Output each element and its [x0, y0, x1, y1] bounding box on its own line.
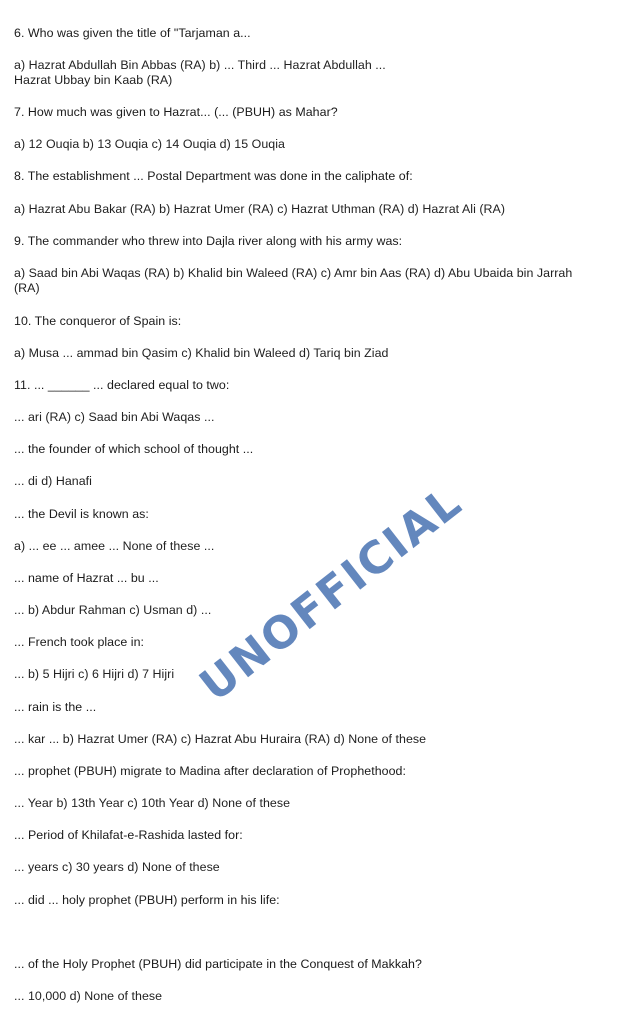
- question-13: ... the Devil is known as:: [14, 507, 149, 521]
- options-18: ... years c) 30 years d) None of these: [14, 860, 220, 874]
- question-19: ... did ... holy prophet (PBUH) perform in his life:: [14, 893, 280, 907]
- question-14: ... name of Hazrat ... bu ...: [14, 571, 159, 585]
- options-20: ... 10,000 d) None of these: [14, 989, 163, 1003]
- question-20: ... of the Holy Prophet (PBUH) did participate in the Conquest of Makkah?: [14, 957, 422, 971]
- question-9: 9. The commander who threw into Dajla river along with his army was:: [14, 234, 403, 248]
- options-6-line-1: a) Hazrat Abdullah Bin Abbas (RA) b) ... Third ... Hazrat Abdullah ...: [14, 58, 386, 72]
- question-12: ... the founder of which school of thought ...: [14, 442, 254, 456]
- options-9-line-2: (RA): [14, 281, 40, 295]
- options-11: ... ari (RA) c) Saad bin Abi Waqas ...: [14, 410, 215, 424]
- options-10: a) Musa ... ammad bin Qasim c) Khalid bin Waleed d) Tariq bin Ziad: [14, 346, 389, 360]
- question-17: ... prophet (PBUH) migrate to Madina after declaration of Prophethood:: [14, 764, 406, 778]
- options-12: ... di d) Hanafi: [14, 474, 92, 488]
- question-11: 11. ... ______ ... declared equal to two:: [14, 378, 230, 392]
- question-15: ... French took place in:: [14, 635, 145, 649]
- question-6: 6. Who was given the title of "Tarjaman a...: [14, 26, 251, 40]
- options-7: a) 12 Ouqia b) 13 Ouqia c) 14 Ouqia d) 15 Ouqia: [14, 137, 285, 151]
- watermark-stamp-text: UNOFFICIAL: [190, 476, 472, 712]
- options-13: a) ... ee ... amee ... None of these ...: [14, 539, 215, 553]
- options-16: ... kar ... b) Hazrat Umer (RA) c) Hazrat Abu Huraira (RA) d) None of these: [14, 732, 427, 746]
- options-14: ... b) Abdur Rahman c) Usman d) ...: [14, 603, 212, 617]
- question-8: 8. The establishment ... Postal Department was done in the caliphate of:: [14, 169, 413, 183]
- options-15: ... b) 5 Hijri c) 6 Hijri d) 7 Hijri: [14, 667, 175, 681]
- options-9-line-1: a) Saad bin Abi Waqas (RA) b) Khalid bin Waleed (RA) c) Amr bin Aas (RA) d) Abu Ubaida bin Jarrah: [14, 266, 573, 280]
- options-17: ... Year b) 13th Year c) 10th Year d) None of these: [14, 796, 291, 810]
- options-8: a) Hazrat Abu Bakar (RA) b) Hazrat Umer (RA) c) Hazrat Uthman (RA) d) Hazrat Ali (RA): [14, 202, 506, 216]
- question-16: ... rain is the ...: [14, 700, 97, 714]
- question-18: ... Period of Khilafat-e-Rashida lasted for:: [14, 828, 243, 842]
- question-7: 7. How much was given to Hazrat... (... (PBUH) as Mahar?: [14, 105, 338, 119]
- options-6-line-2: Hazrat Ubbay bin Kaab (RA): [14, 73, 173, 87]
- question-10: 10. The conqueror of Spain is:: [14, 314, 182, 328]
